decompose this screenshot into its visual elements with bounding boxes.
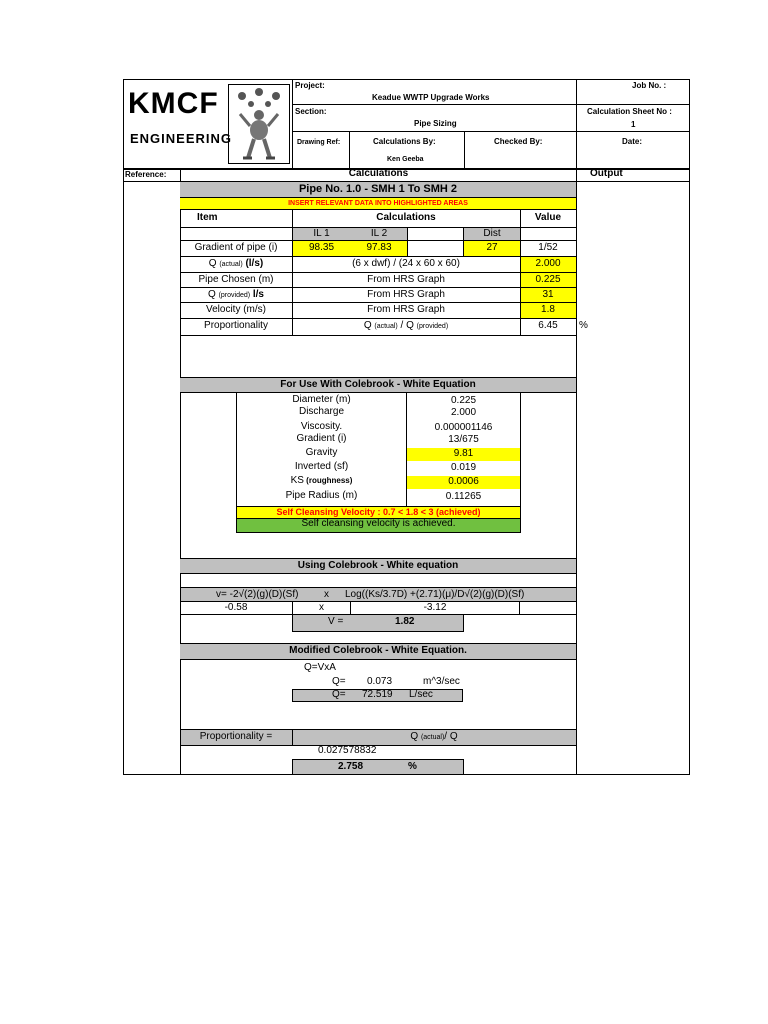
drawing-label: Drawing Ref:: [297, 139, 341, 146]
section-label: Section:: [295, 107, 327, 116]
colebrook-row-value: 0.11265: [445, 491, 482, 502]
logo-subtext: ENGINEERING: [130, 131, 233, 146]
insert-note: INSERT RELEVANT DATA INTO HIGHLIGHTED AREAS: [288, 200, 468, 207]
job-label: Job No. :: [632, 81, 667, 90]
achieved-message: Self cleansing velocity is achieved.: [301, 518, 456, 529]
q1-value: 0.073: [367, 676, 393, 687]
colebrook-eq-title: Using Colebrook - White equation: [297, 560, 459, 571]
col-value: Value: [534, 212, 562, 223]
il2-label: IL 2: [370, 228, 388, 239]
q-actual-label: Q (actual) (l/s): [208, 258, 264, 269]
q2-value: 72.519: [362, 689, 393, 700]
q-eq: Q=VxA: [304, 662, 336, 673]
colebrook-row-value[interactable]: 9.81: [453, 448, 474, 459]
il1-label: IL 1: [313, 228, 330, 239]
reference-header: Reference:: [125, 170, 167, 179]
dist-label: Dist: [483, 228, 501, 239]
colebrook-row-value: 0.225: [450, 395, 477, 406]
calcby-label: Calculations By:: [373, 137, 436, 146]
v-label: V =: [328, 616, 344, 627]
q1-unit: m^3/sec: [423, 676, 460, 687]
dist-value[interactable]: 27: [486, 242, 498, 253]
colebrook-row-label: Gradient (i): [296, 433, 347, 444]
velocity-calc: From HRS Graph: [367, 304, 445, 315]
section-value: Pipe Sizing: [414, 119, 457, 128]
sheet-label: Calculation Sheet No :: [587, 107, 672, 116]
formula-right: Log((Ks/3.7D) +(2.71)(μ)/D√(2)(g)(D)(Sf): [345, 589, 525, 600]
pipe-chosen-value[interactable]: 0.225: [535, 274, 561, 285]
proportionality-percent-unit: %: [408, 761, 417, 772]
project-label: Project:: [295, 81, 325, 90]
formula-left: v= -2√(2)(g)(D)(Sf): [216, 589, 299, 600]
colebrook-row-label: Discharge: [298, 406, 345, 417]
q-provided-value[interactable]: 31: [542, 289, 554, 300]
colebrook-row-value: 0.019: [450, 462, 477, 473]
q2-label: Q=: [332, 689, 346, 700]
gradient-value: 1/52: [538, 242, 558, 253]
colebrook-row-label: KS (roughness): [290, 475, 353, 486]
sheet-value: 1: [631, 120, 636, 129]
il1-value[interactable]: 98.35: [308, 242, 335, 253]
juggler-logo-icon: [228, 84, 290, 164]
prop-formula: Q (actual) / Q (provided): [363, 320, 449, 331]
calcby-value: Ken Geeba: [387, 156, 424, 163]
modified-title: Modified Colebrook - White Equation.: [289, 645, 467, 656]
proportionality-ratio: 0.027578832: [318, 745, 377, 756]
colebrook-row-value: 13/675: [448, 434, 479, 445]
formula-x: x: [324, 589, 329, 600]
logo-text: KMCF: [128, 87, 219, 120]
q-provided-label: Q (provided) l/s: [208, 289, 264, 300]
proportionality-label: Proportionality =: [199, 731, 273, 742]
colebrook-row-label: Gravity: [305, 447, 338, 458]
col-item: Item: [197, 212, 218, 223]
proportionality-percent: 2.758: [338, 761, 364, 772]
calculations-header: Calculations: [348, 168, 409, 179]
q1-label: Q=: [332, 676, 346, 687]
prop-unit: %: [579, 320, 588, 331]
v-value: 1.82: [395, 616, 415, 627]
colebrook-row-label: Inverted (sf): [294, 461, 349, 472]
q-actual-formula: (6 x dwf) / (24 x 60 x 60): [352, 258, 460, 269]
colebrook-row-value: 0.000001146: [434, 422, 493, 433]
colebrook-row-value: 2.000: [450, 407, 477, 418]
colebrook-input-title: For Use With Colebrook - White Equation: [280, 379, 476, 390]
prop-label: Proportionality: [204, 320, 268, 331]
q-provided-calc: From HRS Graph: [367, 289, 445, 300]
colebrook-row-label: Diameter (m): [292, 394, 351, 405]
left-value: -0.58: [224, 602, 248, 613]
prop-value: 6.45: [538, 320, 558, 331]
pipe-chosen-label: Pipe Chosen (m): [198, 274, 274, 285]
q2-unit: L/sec: [409, 689, 433, 700]
il2-value[interactable]: 97.83: [366, 242, 392, 253]
checked-label: Checked By:: [494, 137, 543, 146]
colebrook-row-label: Pipe Radius (m): [285, 490, 358, 501]
pipe-title: Pipe No. 1.0 - SMH 1 To SMH 2: [298, 183, 458, 195]
colebrook-row-label: Viscosity.: [300, 421, 343, 432]
velocity-value[interactable]: 1.8: [541, 304, 555, 315]
pipe-chosen-calc: From HRS Graph: [367, 274, 445, 285]
date-label: Date:: [622, 137, 643, 146]
x-symbol: x: [319, 602, 324, 613]
velocity-label: Velocity (m/s): [205, 304, 266, 315]
self-cleansing-note: Self Cleansing Velocity : 0.7 < 1.8 < 3 (achieved): [276, 507, 481, 517]
output-header: Output: [590, 168, 623, 179]
proportionality-formula: Q (actual)/ Q: [410, 731, 458, 742]
gradient-label: Gradient of pipe (i): [194, 242, 278, 253]
colebrook-row-value[interactable]: 0.0006: [448, 476, 479, 487]
col-calc: Calculations: [376, 212, 436, 223]
project-value: Keadue WWTP Upgrade Works: [372, 93, 490, 102]
q-actual-value[interactable]: 2.000: [535, 258, 561, 269]
right-value: -3.12: [423, 602, 447, 613]
